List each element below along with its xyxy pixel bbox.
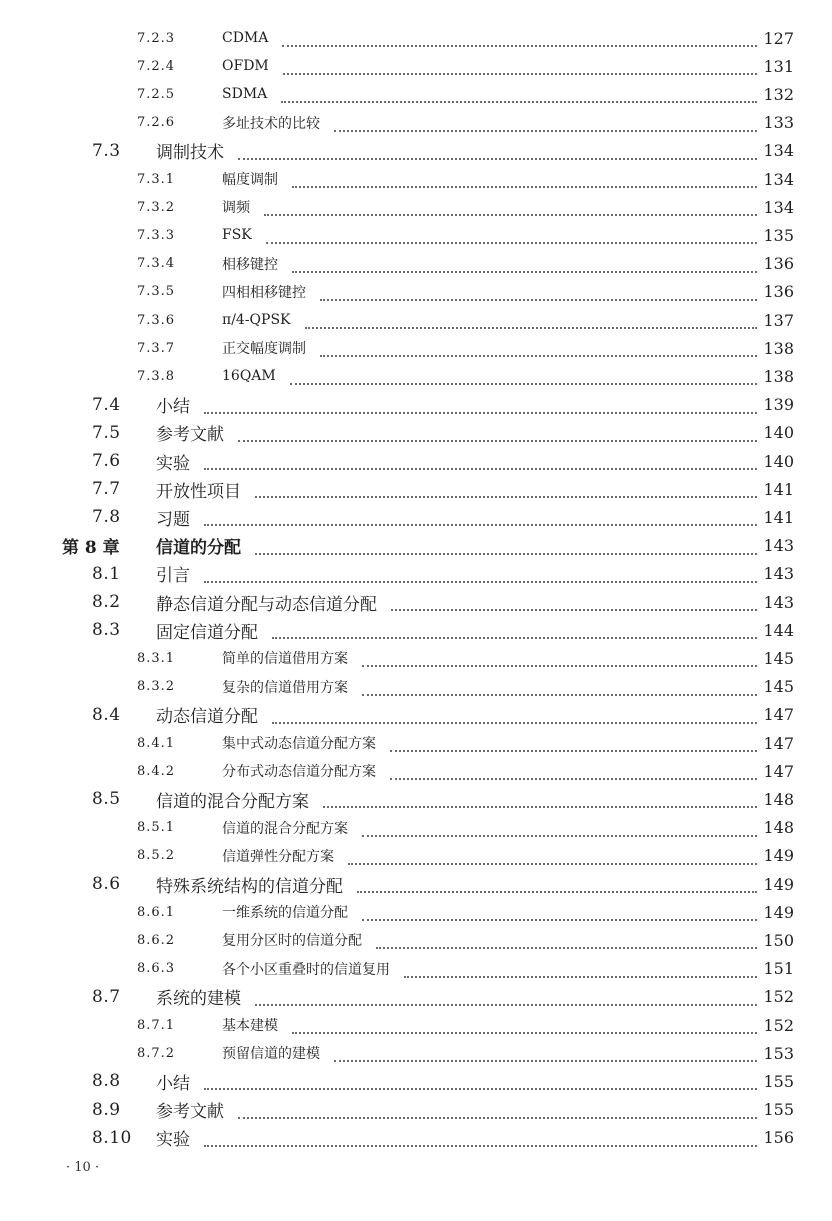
- dot-leader: [292, 1022, 757, 1034]
- dot-leader: [391, 599, 757, 611]
- toc-entry-page: 148: [763, 789, 794, 809]
- toc-entry-page: 127: [763, 28, 794, 48]
- toc-entry-number: 7.7: [92, 479, 121, 500]
- dot-leader: [204, 1135, 757, 1147]
- toc-entry-title: 开放性项目: [156, 481, 241, 502]
- toc-entry-number: 7.3.1: [137, 171, 176, 187]
- toc-entry-number: 8.7: [92, 986, 121, 1007]
- toc-entry-page: 147: [763, 705, 794, 725]
- toc-entry-page: 134: [763, 197, 794, 217]
- dot-leader: [357, 881, 757, 893]
- toc-entry[interactable]: [0, 785, 832, 813]
- toc-entry-title: OFDM: [222, 58, 269, 75]
- toc-entry-title: 实验: [156, 1130, 190, 1151]
- dot-leader: [362, 909, 757, 921]
- toc-entry[interactable]: [0, 475, 832, 503]
- toc-entry-page: 135: [763, 225, 794, 245]
- toc-entry-title: 16QAM: [222, 368, 276, 385]
- toc-entry-title: 调频: [222, 200, 250, 217]
- toc-entry[interactable]: [0, 757, 832, 785]
- toc-entry-number: 8.5.2: [137, 848, 176, 864]
- toc-entry[interactable]: [0, 1096, 832, 1124]
- toc-entry[interactable]: [0, 983, 832, 1011]
- dot-leader: [255, 994, 757, 1006]
- toc-entry-title: 正交幅度调制: [222, 341, 306, 358]
- dot-leader: [348, 853, 757, 865]
- dot-leader: [255, 543, 757, 555]
- dot-leader: [390, 740, 757, 752]
- toc-entry[interactable]: [0, 80, 832, 108]
- toc-entry[interactable]: [0, 560, 832, 588]
- toc-entry-page: 139: [763, 395, 794, 415]
- toc-entry-number: 8.5: [92, 789, 121, 810]
- dot-leader: [272, 712, 757, 724]
- toc-entry-number: 7.3.4: [137, 256, 176, 272]
- toc-entry-page: 138: [763, 366, 794, 386]
- toc-entry-number: 8.3.2: [137, 679, 176, 695]
- toc-entry-title: 参考文献: [156, 1102, 224, 1123]
- toc-entry-title: 参考文献: [156, 425, 224, 446]
- toc-entry-title: 系统的建模: [156, 989, 241, 1010]
- dot-leader: [282, 35, 757, 47]
- toc-entry[interactable]: [0, 644, 832, 672]
- toc-entry-title: 一维系统的信道分配: [222, 905, 348, 922]
- dot-leader: [204, 1078, 757, 1090]
- toc-entry-number: 8.9: [92, 1099, 121, 1120]
- toc-entry-title: 小结: [156, 1073, 190, 1094]
- dot-leader: [362, 825, 757, 837]
- toc-entry-number: 8.3.1: [137, 650, 176, 666]
- toc-entry[interactable]: [0, 588, 832, 616]
- dot-leader: [238, 148, 757, 160]
- page-number: · 10 ·: [66, 1160, 100, 1175]
- toc-entry[interactable]: [0, 503, 832, 531]
- dot-leader: [362, 684, 757, 696]
- toc-entry[interactable]: [0, 1124, 832, 1152]
- toc-entry[interactable]: [0, 109, 832, 137]
- toc-entry-page: 143: [763, 592, 794, 612]
- toc-entry[interactable]: [0, 616, 832, 644]
- toc-entry[interactable]: [0, 729, 832, 757]
- toc-entry-page: 153: [763, 1043, 794, 1063]
- toc-entry-number: 8.6: [92, 874, 121, 894]
- toc-entry-number: 8.6.2: [137, 932, 176, 948]
- toc-entry-number: 8.4.2: [137, 763, 176, 779]
- toc-entry-title: 动态信道分配: [156, 707, 258, 728]
- dot-leader: [390, 768, 757, 780]
- toc-entry-page: 156: [763, 1128, 794, 1148]
- toc-entry-number: 8.6.3: [137, 961, 176, 977]
- toc-entry-page: 152: [763, 1015, 794, 1035]
- toc-entry[interactable]: [0, 221, 832, 249]
- toc-entry-page: 149: [763, 874, 794, 894]
- toc-entry-title: 信道的分配: [156, 538, 241, 559]
- toc-entry[interactable]: [0, 334, 832, 362]
- toc-entry-number: 7.6: [92, 451, 121, 471]
- toc-entry[interactable]: [0, 362, 832, 390]
- toc-entry-page: 134: [763, 169, 794, 189]
- toc-entry-page: 141: [763, 479, 794, 499]
- toc-entry-page: 136: [763, 254, 794, 274]
- dot-leader: [238, 430, 757, 442]
- toc-entry-title: 引言: [156, 566, 190, 587]
- toc-entry-title: 分布式动态信道分配方案: [222, 764, 376, 781]
- toc-entry[interactable]: [0, 250, 832, 278]
- toc-entry-title: CDMA: [222, 30, 269, 46]
- toc-entry-page: 133: [763, 113, 794, 133]
- dot-leader: [266, 232, 757, 244]
- toc-entry[interactable]: [0, 842, 832, 870]
- dot-leader: [362, 655, 757, 667]
- toc-entry-number: 7.2.4: [137, 58, 176, 74]
- toc-entry-title: 调制技术: [156, 143, 224, 164]
- dot-leader: [204, 402, 757, 414]
- toc-entry-page: 131: [763, 56, 794, 76]
- toc-entry-page: 141: [763, 507, 794, 527]
- toc-entry-page: 147: [763, 761, 794, 781]
- toc-entry-number: 8.1: [92, 563, 121, 584]
- dot-leader: [305, 317, 757, 329]
- toc-entry-title: 小结: [156, 397, 190, 418]
- toc-entry[interactable]: [0, 532, 832, 560]
- toc-entry-title: 多址技术的比较: [222, 115, 320, 132]
- dot-leader: [334, 120, 757, 132]
- toc-entry-page: 143: [763, 536, 794, 556]
- toc-entry-page: 138: [763, 338, 794, 358]
- toc-entry[interactable]: [0, 391, 832, 419]
- toc-entry-title: 习题: [156, 509, 190, 530]
- toc-entry-number: 7.3.6: [137, 312, 176, 328]
- toc-entry-page: 155: [763, 1071, 794, 1091]
- toc-entry-number: 8.4: [92, 704, 121, 725]
- toc-entry-title: 固定信道分配: [156, 622, 258, 643]
- toc-entry-number: 8.3: [92, 620, 121, 641]
- toc-entry[interactable]: [0, 814, 832, 842]
- toc-entry-number: 8.2: [92, 592, 121, 612]
- dot-leader: [255, 486, 757, 498]
- toc-entry[interactable]: [0, 24, 832, 52]
- toc-entry[interactable]: [0, 926, 832, 954]
- toc-entry[interactable]: [0, 673, 832, 701]
- toc-entry-title: 基本建模: [222, 1018, 278, 1034]
- toc-entry-number: 7.2.3: [137, 30, 176, 46]
- toc-entry-number: 7.3.8: [137, 368, 176, 384]
- toc-entry-number: 7.3.3: [137, 227, 176, 243]
- toc-entry-page: 143: [763, 564, 794, 584]
- toc-entry-title: 相移键控: [222, 256, 278, 273]
- toc-entry-number: 7.8: [92, 507, 121, 528]
- toc-entry-title: 特殊系统结构的信道分配: [156, 876, 343, 897]
- toc-entry-title: 复用分区时的信道分配: [222, 933, 362, 950]
- dot-leader: [281, 91, 757, 103]
- toc-entry-title: 复杂的信道借用方案: [222, 679, 348, 696]
- toc-entry-number: 7.4: [92, 394, 121, 415]
- dot-leader: [204, 571, 757, 583]
- dot-leader: [264, 204, 757, 216]
- toc-entry-number: 7.2.6: [137, 115, 176, 131]
- toc-entry-title: 信道弹性分配方案: [222, 848, 334, 865]
- toc-entry-page: 136: [763, 282, 794, 302]
- toc-entry-number: 8.7.2: [137, 1045, 176, 1061]
- dot-leader: [404, 966, 757, 978]
- toc-entry-number: 7.3.7: [137, 340, 176, 356]
- toc-entry[interactable]: [0, 898, 832, 926]
- dot-leader: [272, 627, 757, 639]
- toc-entry[interactable]: [0, 701, 832, 729]
- toc-entry-title: 预留信道的建模: [222, 1046, 320, 1063]
- toc-entry[interactable]: [0, 1011, 832, 1039]
- dot-leader: [320, 289, 757, 301]
- toc-entry-page: 149: [763, 902, 794, 922]
- toc-entry[interactable]: [0, 1039, 832, 1067]
- toc-entry-number: 8.7.1: [137, 1017, 176, 1033]
- dot-leader: [292, 261, 757, 273]
- toc-entry-title: SDMA: [222, 86, 268, 103]
- toc-entry-page: 140: [763, 423, 794, 443]
- toc-entry-number: 8.6.1: [137, 904, 176, 920]
- toc-entry-number: 8.4.1: [137, 735, 176, 751]
- dot-leader: [283, 63, 757, 75]
- toc-entry-title: FSK: [222, 227, 252, 244]
- toc-entry[interactable]: [0, 137, 832, 165]
- toc-entry[interactable]: [0, 955, 832, 983]
- toc-entry[interactable]: [0, 165, 832, 193]
- toc-entry-title: 幅度调制: [222, 172, 278, 188]
- toc-entry-title: 静态信道分配与动态信道分配: [156, 594, 377, 615]
- dot-leader: [204, 458, 757, 470]
- toc-entry-number: 8.10: [92, 1127, 132, 1148]
- toc-entry-page: 140: [763, 451, 794, 471]
- toc-entry-title: 信道的混合分配方案: [156, 791, 309, 812]
- toc-entry-title: 信道的混合分配方案: [222, 820, 348, 837]
- dot-leader: [323, 796, 757, 808]
- toc-entry-number: 8.5.1: [137, 820, 176, 836]
- toc-entry[interactable]: [0, 193, 832, 221]
- toc-entry-number: 7.2.5: [137, 86, 176, 102]
- toc-entry-page: 147: [763, 733, 794, 753]
- dot-leader: [292, 176, 757, 188]
- toc-entry-page: 145: [763, 677, 794, 697]
- toc-entry[interactable]: [0, 52, 832, 80]
- dot-leader: [320, 345, 757, 357]
- toc-entry-page: 137: [763, 310, 794, 330]
- toc-entry[interactable]: [0, 419, 832, 447]
- toc-entry[interactable]: [0, 870, 832, 898]
- dot-leader: [238, 1107, 757, 1119]
- toc-entry-number: 7.3: [92, 140, 121, 161]
- toc-entry-page: 152: [763, 987, 794, 1007]
- dot-leader: [290, 373, 757, 385]
- toc-entry[interactable]: [0, 306, 832, 334]
- toc-entry-number: 8.8: [92, 1071, 121, 1092]
- toc-entry-number: 第 8 章: [62, 538, 120, 559]
- toc-entry-number: 7.3.5: [137, 284, 176, 300]
- toc-entry-page: 150: [763, 930, 794, 950]
- dot-leader: [204, 514, 757, 526]
- toc-entry[interactable]: [0, 1067, 832, 1095]
- dot-leader: [334, 1050, 757, 1062]
- toc-entry-number: 7.5: [92, 422, 121, 443]
- toc-entry-title: π/4-QPSK: [222, 312, 291, 328]
- toc-entry-page: 149: [763, 846, 794, 866]
- toc-entry-page: 145: [763, 648, 794, 668]
- toc-entry-page: 134: [763, 141, 794, 161]
- toc-entry-title: 各个小区重叠时的信道复用: [222, 961, 390, 978]
- toc-entry-number: 7.3.2: [137, 199, 176, 215]
- toc-entry-title: 简单的信道借用方案: [222, 651, 348, 668]
- dot-leader: [376, 937, 757, 949]
- toc-entry-title: 集中式动态信道分配方案: [222, 736, 376, 752]
- toc-entry[interactable]: [0, 447, 832, 475]
- toc-entry-page: 144: [763, 620, 794, 640]
- toc-entry-page: 132: [763, 84, 794, 104]
- toc-entry-page: 148: [763, 818, 794, 838]
- toc-entry-title: 四相相移键控: [222, 284, 306, 301]
- toc-entry[interactable]: [0, 278, 832, 306]
- toc-entry-title: 实验: [156, 453, 190, 474]
- toc-entry-page: 155: [763, 1100, 794, 1120]
- toc-entry-page: 151: [763, 959, 794, 979]
